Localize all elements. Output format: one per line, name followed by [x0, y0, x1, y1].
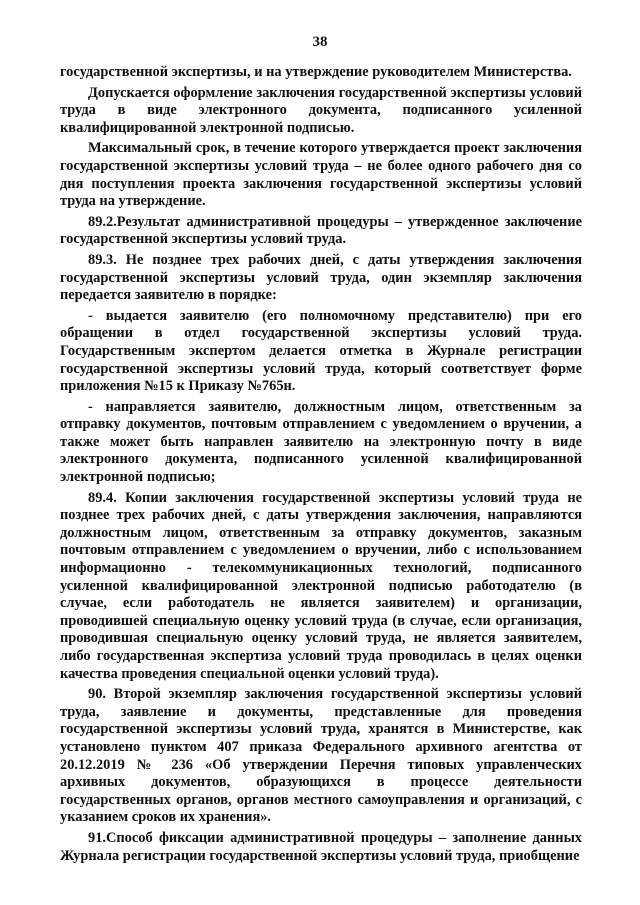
paragraph-91: 91.Способ фиксации административной процедуры – заполнение данных Журнала регистрации государственной экспертизы условий труда, приобщение: [60, 829, 582, 864]
paragraph-89-4: 89.4. Копии заключения государственной экспертизы условий труда не позднее трех рабочих дней, с даты утверждения заключения, направляются должностным лицом, ответственным за отправку документов, заказным почтовым отправлением с уведомлением о вручении, либо с использованием информационно - телекоммуникационных технологий, подписанного усиленной квалифицированной электронной подписью работодателю (в случае, если работодатель не является заявителем) и организации, проводившей специальную оценку условий труда (в случае, если организация, проводившая специальную оценку условий труда, не является заявителем, либо государственная экспертиза условий труда проводилась в целях оценки качества проведения специальной оценки условий труда).: [60, 489, 582, 682]
paragraph-continuation: государственной экспертизы, и на утверждение руководителем Министерства.: [60, 64, 572, 80]
paragraph-issued-to-applicant: - выдается заявителю (его полномочному представителю) при его обращении в отдел государственной экспертизы условий труда. Государственным экспертом делается отметка в Журнале регистрации государственной экспертизы условий труда, который соответствует форме приложения №15 к Приказу №765н.: [60, 307, 582, 395]
paragraph-electronic-document: Допускается оформление заключения государственной экспертизы условий труда в виде электронного документа, подписанного усиленной квалифицированной электронной подписью.: [60, 84, 582, 136]
paragraph-89-3: 89.3. Не позднее трех рабочих дней, с даты утверждения заключения государственной экспертизы условий труда, один экземпляр заключения передается заявителю в порядке:: [60, 251, 582, 304]
paragraph-89-2: 89.2.Результат административной процедуры – утвержденное заключение государственной экспертизы условий труда.: [60, 213, 582, 248]
paragraph-sent-to-applicant: - направляется заявителю, должностным лицом, ответственным за отправку документов, почтовым отправлением с уведомлением о вручении, а также может быть направлен заявителю на электронную почту в виде электронного документа, подписанного усиленной квалифицированной электронной подписью;: [60, 398, 582, 486]
paragraph-max-term: Максимальный срок, в течение которого утверждается проект заключения государственной экспертизы условий труда – не более одного рабочего дня со дня поступления проекта заключения государственной экспертизы условий труда на утверждение.: [60, 140, 582, 210]
paragraph-90: 90. Второй экземпляр заключения государственной экспертизы условий труда, заявление и документы, представленные для проведения государственной экспертизы условий труда, хранятся в Министерстве, как установлено пунктом 407 приказа Федерального архивного агентства от 20.12.2019 № 236 «Об утверждении Перечня типовых управленческих архивных документов, образующихся в процессе деятельности государственных органов, органов местного самоуправления и организаций, с указанием сроков их хранения».: [60, 686, 582, 826]
document-body: [60, 64, 582, 868]
page-number: 38: [312, 34, 328, 50]
